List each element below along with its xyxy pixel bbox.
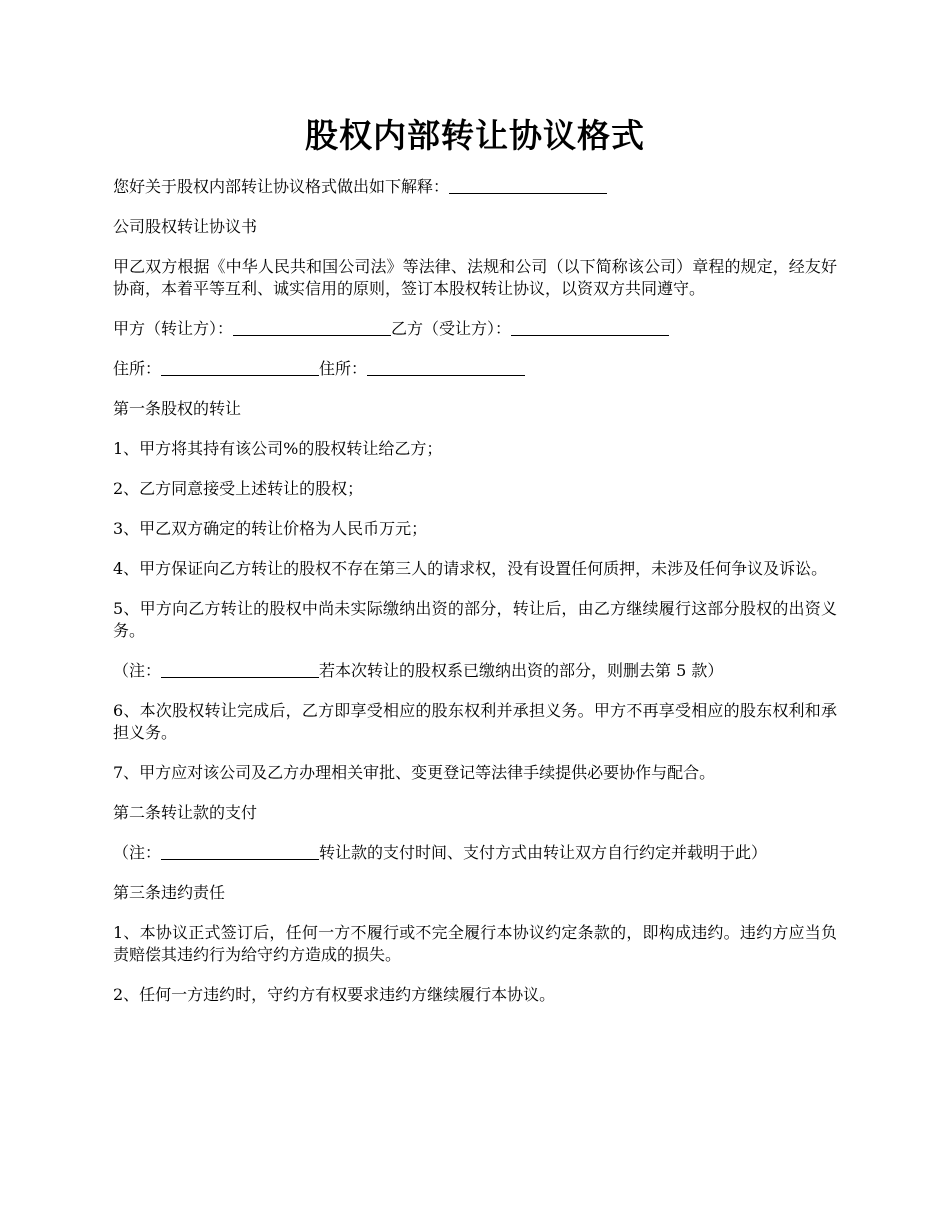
address-line bbox=[113, 358, 837, 380]
note2 bbox=[113, 842, 837, 864]
intro-line bbox=[113, 176, 837, 198]
article3-heading: 第三条违约责任 bbox=[113, 883, 226, 902]
note2-suffix: 转让款的支付时间、支付方式由转让双方自行约定并载明于此） bbox=[319, 843, 768, 862]
article2-heading: 第二条转让款的支付 bbox=[113, 803, 258, 822]
parties-line bbox=[113, 318, 837, 340]
party-a-label: 甲方（转让方）： bbox=[113, 319, 234, 338]
note1-suffix: 若本次转让的股权系已缴纳出资的部分，则删去第 5 款） bbox=[319, 661, 724, 680]
article1-item4: 4、甲方保证向乙方转让的股权不存在第三人的请求权，没有设置任何质押，未涉及任何争议及诉讼。 bbox=[113, 559, 828, 578]
party-a-blank bbox=[233, 319, 391, 336]
article1-item7: 7、甲方应对该公司及乙方办理相关审批、变更登记等法律手续提供必要协作与配合。 bbox=[113, 763, 716, 782]
article3-item2: 2、任何一方违约时，守约方有权要求违约方继续履行本协议。 bbox=[113, 985, 556, 1004]
article1-heading: 第一条股权的转让 bbox=[113, 399, 242, 418]
note1-prefix: （注： bbox=[113, 661, 162, 680]
address-b-label: 住所： bbox=[319, 359, 368, 378]
article1-item5: 5、甲方向乙方转让的股权中尚未实际缴纳出资的部分，转让后，由乙方继续履行这部分股权的出资义务。 bbox=[113, 599, 837, 640]
article1-item3: 3、甲乙双方确定的转让价格为人民币万元； bbox=[113, 519, 428, 538]
intro-text: 您好关于股权内部转让协议格式做出如下解释： bbox=[113, 177, 450, 196]
preamble: 甲乙双方根据《中华人民共和国公司法》等法律、法规和公司（以下简称该公司）章程的规定，经友好协商，本着平等互利、诚实信用的原则，签订本股权转让协议，以资双方共同遵守。 bbox=[113, 257, 837, 298]
address-a-label: 住所： bbox=[113, 359, 162, 378]
note1-blank bbox=[161, 661, 319, 678]
note1 bbox=[113, 660, 837, 682]
article1-item1: 1、甲方将其持有该公司%的股权转让给乙方； bbox=[113, 439, 443, 458]
note2-prefix: （注： bbox=[113, 843, 162, 862]
party-b-blank bbox=[511, 319, 669, 336]
address-b-blank bbox=[367, 359, 525, 376]
address-a-blank bbox=[161, 359, 319, 376]
article1-item6: 6、本次股权转让完成后，乙方即享受相应的股东权利并承担义务。甲方不再享受相应的股东权利和承担义务。 bbox=[113, 701, 837, 742]
document-title: 股权内部转让协议格式 bbox=[305, 116, 645, 155]
note2-blank bbox=[161, 843, 319, 860]
intro-blank bbox=[449, 177, 607, 194]
article3-item1: 1、本协议正式签订后，任何一方不履行或不完全履行本协议约定条款的，即构成违约。违约方应当负责赔偿其违约行为给守约方造成的损失。 bbox=[113, 923, 837, 964]
party-b-label: 乙方（受让方）： bbox=[391, 319, 512, 338]
contract-heading: 公司股权转让协议书 bbox=[113, 217, 258, 236]
article1-item2: 2、乙方同意接受上述转让的股权； bbox=[113, 479, 364, 498]
